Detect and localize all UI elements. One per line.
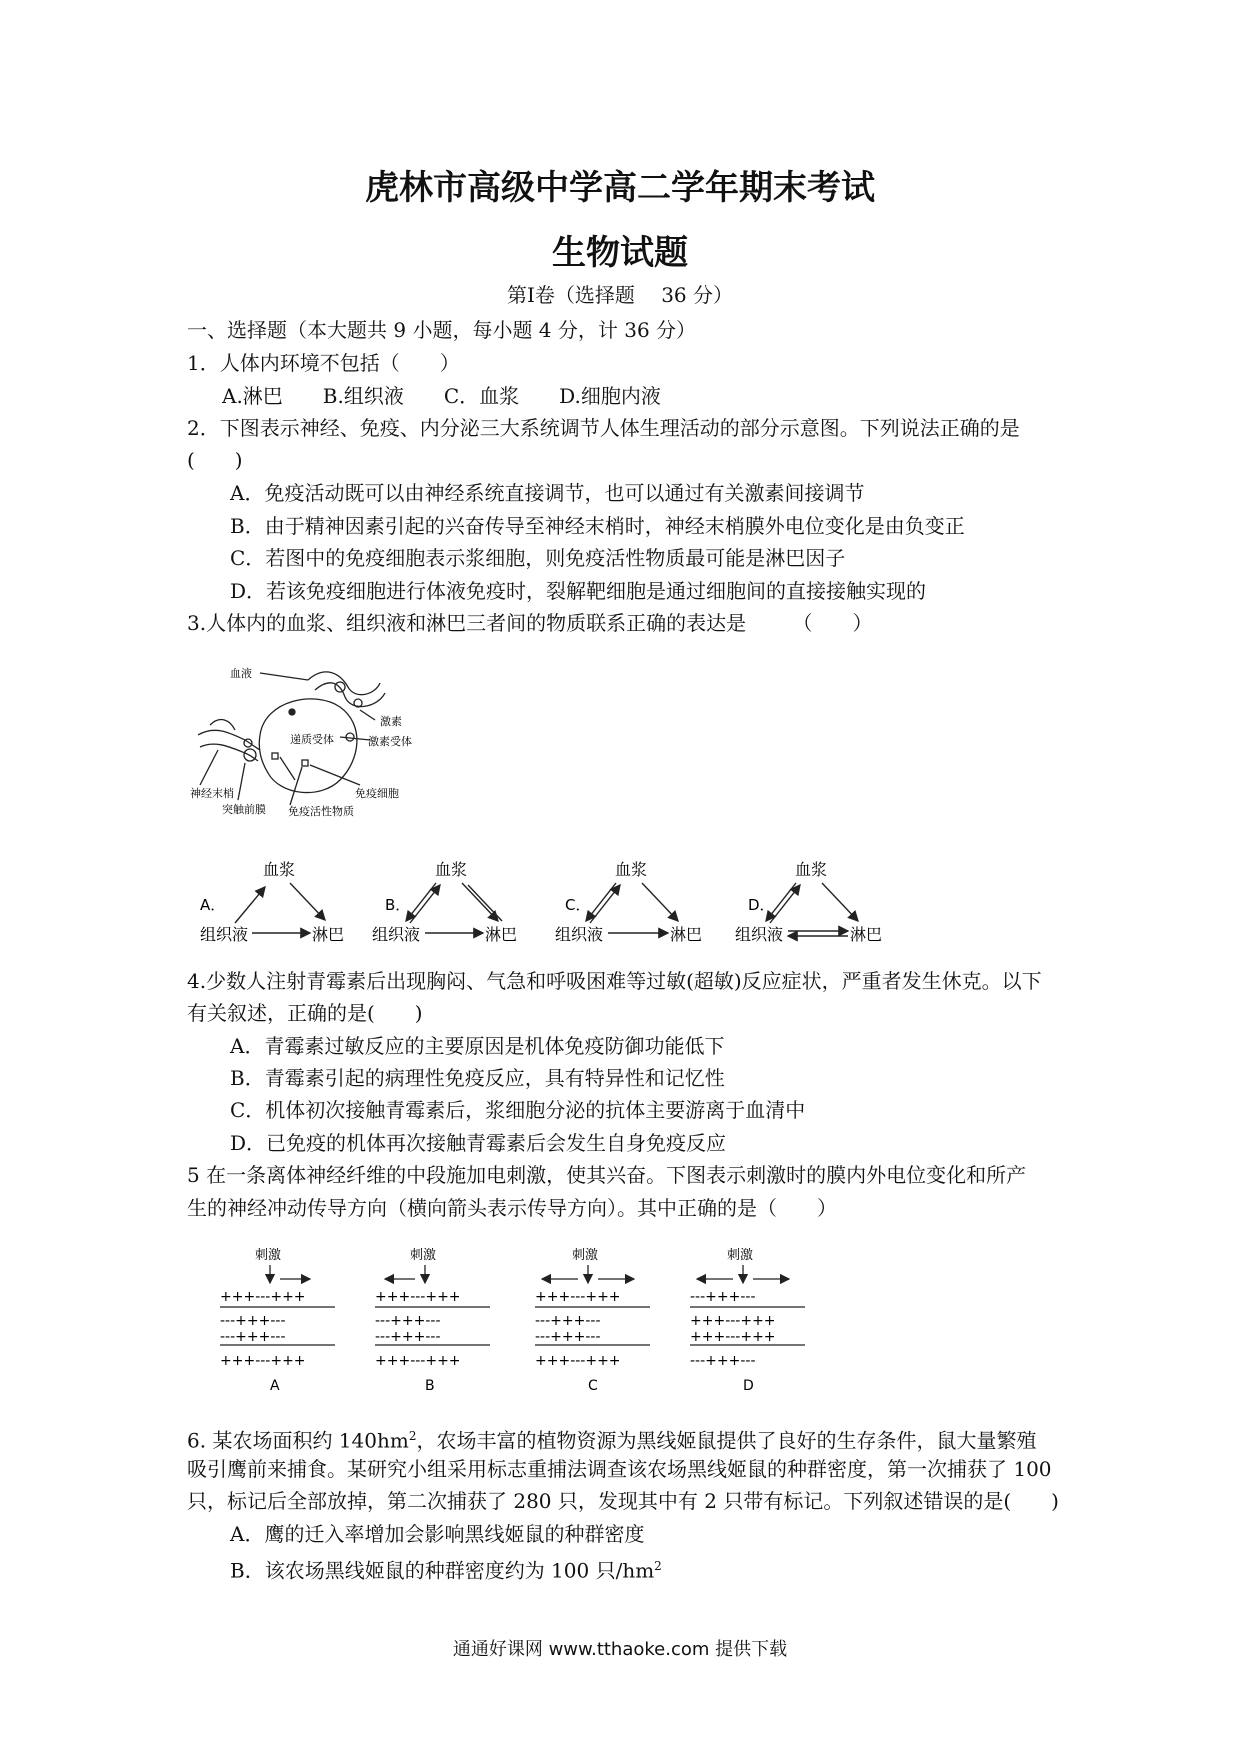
q4-option-d: D．已免疫的机体再次接触青霉素后会发生自身免疫反应 — [230, 1131, 727, 1155]
exam-title: 虎林市高级中学高二学年期末考试 — [365, 168, 875, 208]
fiber-b-row2: ---+++--- — [375, 1313, 441, 1329]
fiber-b-stimulus: 刺激 — [410, 1248, 437, 1263]
regulation-diagram — [190, 655, 450, 830]
label-nerve-ending: 神经末梢 — [190, 787, 234, 800]
q6-option-a: A．鹰的迁入率增加会影响黑线姬鼠的种群密度 — [230, 1522, 645, 1546]
label-blood: 血液 — [230, 667, 252, 680]
fiber-c-row4: +++---+++ — [535, 1353, 621, 1369]
q6-option-b — [230, 1553, 662, 1584]
fiber-a-row3: ---+++--- — [220, 1329, 286, 1345]
fiber-a-row1: +++---+++ — [220, 1289, 306, 1305]
q2-option-c: C．若图中的免疫细胞表示浆细胞，则免疫活性物质最可能是淋巴因子 — [230, 546, 846, 570]
q1-stem: 1．人体内环境不包括（ ） — [187, 351, 460, 375]
fiber-c-stimulus: 刺激 — [572, 1248, 599, 1263]
fluid-relation-options — [200, 855, 920, 950]
q2-option-a: A．免疫活动既可以由神经系统直接调节，也可以通过有关激素间接调节 — [230, 481, 865, 505]
q5-stem-cont: 生的神经冲动传导方向（横向箭头表示传导方向）。其中正确的是（ ） — [187, 1196, 837, 1220]
option-d-top: 血浆 — [795, 860, 828, 879]
option-b-left: 组织液 — [372, 925, 421, 944]
q6-stem-part1: 6. 某农场面积约 140hm — [187, 1428, 409, 1453]
q6-stem-line3: 只，标记后全部放掉，第二次捕获了 280 只，发现其中有 2 只带有标记。下列叙述错误的是( ) — [187, 1489, 1059, 1513]
q4-stem: 4.少数人注射青霉素后出现胸闷、气急和呼吸困难等过敏(超敏)反应症状，严重者发生休克。以下 — [187, 969, 1042, 993]
q6-stem-line2: 吸引鹰前来捕食。某研究小组采用标志重捕法调查该农场黑线姬鼠的种群密度，第一次捕获了 100 — [187, 1457, 1052, 1481]
label-synapse-front: 突触前膜 — [222, 803, 266, 816]
q1-options: A.淋巴 B.组织液 C．血浆 D.细胞内液 — [222, 384, 661, 408]
fiber-c-row2: ---+++--- — [535, 1313, 601, 1329]
option-d-right: 淋巴 — [850, 925, 883, 944]
q5-stem: 5 在一条离体神经纤维的中段施加电刺激，使其兴奋。下图表示刺激时的膜内外电位变化和所产 — [187, 1163, 1027, 1187]
option-b-right: 淋巴 — [485, 925, 518, 944]
q4-option-a: A．青霉素过敏反应的主要原因是机体免疫防御功能低下 — [230, 1034, 725, 1058]
q3-stem: 3.人体内的血浆、组织液和淋巴三者间的物质联系正确的表达是 （ ） — [187, 611, 873, 635]
q6-stem — [187, 1423, 1036, 1454]
option-c-right: 淋巴 — [670, 925, 703, 944]
option-d-letter: D． — [748, 896, 775, 914]
option-a-letter: A． — [200, 896, 226, 914]
fiber-d-row3: +++---+++ — [690, 1329, 776, 1345]
option-d-left: 组织液 — [735, 925, 784, 944]
q6-stem-sup: 2 — [408, 1429, 417, 1443]
nerve-fiber-diagrams — [215, 1245, 815, 1395]
fiber-d-stimulus: 刺激 — [727, 1248, 754, 1263]
fiber-d-row4: ---+++--- — [690, 1353, 756, 1369]
fiber-diagram-a — [215, 1245, 345, 1395]
label-immune-substance: 免疫活性物质 — [288, 805, 354, 818]
label-transmitter-receptor: 递质受体 — [290, 733, 334, 746]
fiber-c-row3: ---+++--- — [535, 1329, 601, 1345]
fiber-c-row1: +++---+++ — [535, 1289, 621, 1305]
q6-stem-part2: ，农场丰富的植物资源为黑线姬鼠提供了良好的生存条件，鼠大量繁殖 — [416, 1428, 1037, 1453]
fiber-diagram-c — [530, 1245, 660, 1395]
q4-stem-cont: 有关叙述，正确的是( ) — [187, 1001, 423, 1025]
fiber-b-row1: +++---+++ — [375, 1289, 461, 1305]
q4-option-b: B．青霉素引起的病理性免疫反应，具有特异性和记忆性 — [230, 1066, 725, 1090]
q6-option-b-sup: 2 — [654, 1559, 662, 1573]
fiber-b-letter: B — [425, 1378, 435, 1394]
q6-option-b-text: B．该农场黑线姬鼠的种群密度约为 100 只/hm — [230, 1558, 655, 1583]
fiber-diagram-d — [685, 1245, 815, 1395]
fiber-a-letter: A — [270, 1378, 280, 1394]
footer-download-note: 通通好课网 www.tthaoke.com 提供下载 — [452, 1639, 788, 1660]
q4-option-c: C．机体初次接触青霉素后，浆细胞分泌的抗体主要游离于血清中 — [230, 1098, 806, 1122]
fiber-a-stimulus: 刺激 — [255, 1248, 282, 1263]
option-c-top: 血浆 — [615, 860, 648, 879]
option-c-letter: C． — [565, 896, 591, 914]
fiber-c-letter: C — [588, 1378, 598, 1394]
label-immune-cell: 免疫细胞 — [355, 787, 399, 800]
option-b-top: 血浆 — [435, 860, 468, 879]
q2-option-d: D．若该免疫细胞进行体液免疫时，裂解靶细胞是通过细胞间的直接接触实现的 — [230, 579, 927, 603]
fiber-d-letter: D — [743, 1378, 754, 1394]
label-hormone-receptor: 激素受体 — [368, 735, 412, 748]
fiber-b-row3: ---+++--- — [375, 1329, 441, 1345]
fiber-diagram-b — [370, 1245, 500, 1395]
option-a-top: 血浆 — [263, 860, 296, 879]
option-c-left: 组织液 — [555, 925, 604, 944]
exam-subtitle: 生物试题 — [552, 233, 688, 273]
fiber-a-row2: ---+++--- — [220, 1313, 286, 1329]
option-a-right: 淋巴 — [312, 925, 345, 944]
instructions: 一、选择题（本大题共 9 小题，每小题 4 分，计 36 分） — [187, 318, 697, 342]
q2-stem-paren: ( ) — [187, 448, 243, 472]
q2-stem: 2．下图表示神经、免疫、内分泌三大系统调节人体生理活动的部分示意图。下列说法正确的是 — [187, 416, 1020, 440]
fiber-a-row4: +++---+++ — [220, 1353, 306, 1369]
q2-option-b: B．由于精神因素引起的兴奋传导至神经末梢时，神经末梢膜外电位变化是由负变正 — [230, 514, 965, 538]
fiber-d-row1: ---+++--- — [690, 1289, 756, 1305]
fiber-b-row4: +++---+++ — [375, 1353, 461, 1369]
label-hormone: 激素 — [380, 715, 402, 728]
option-b-letter: B． — [385, 896, 411, 914]
fiber-d-row2: +++---+++ — [690, 1313, 776, 1329]
option-a-left: 组织液 — [200, 925, 249, 944]
section-heading: 第Ⅰ卷（选择题 36 分） — [506, 283, 734, 307]
